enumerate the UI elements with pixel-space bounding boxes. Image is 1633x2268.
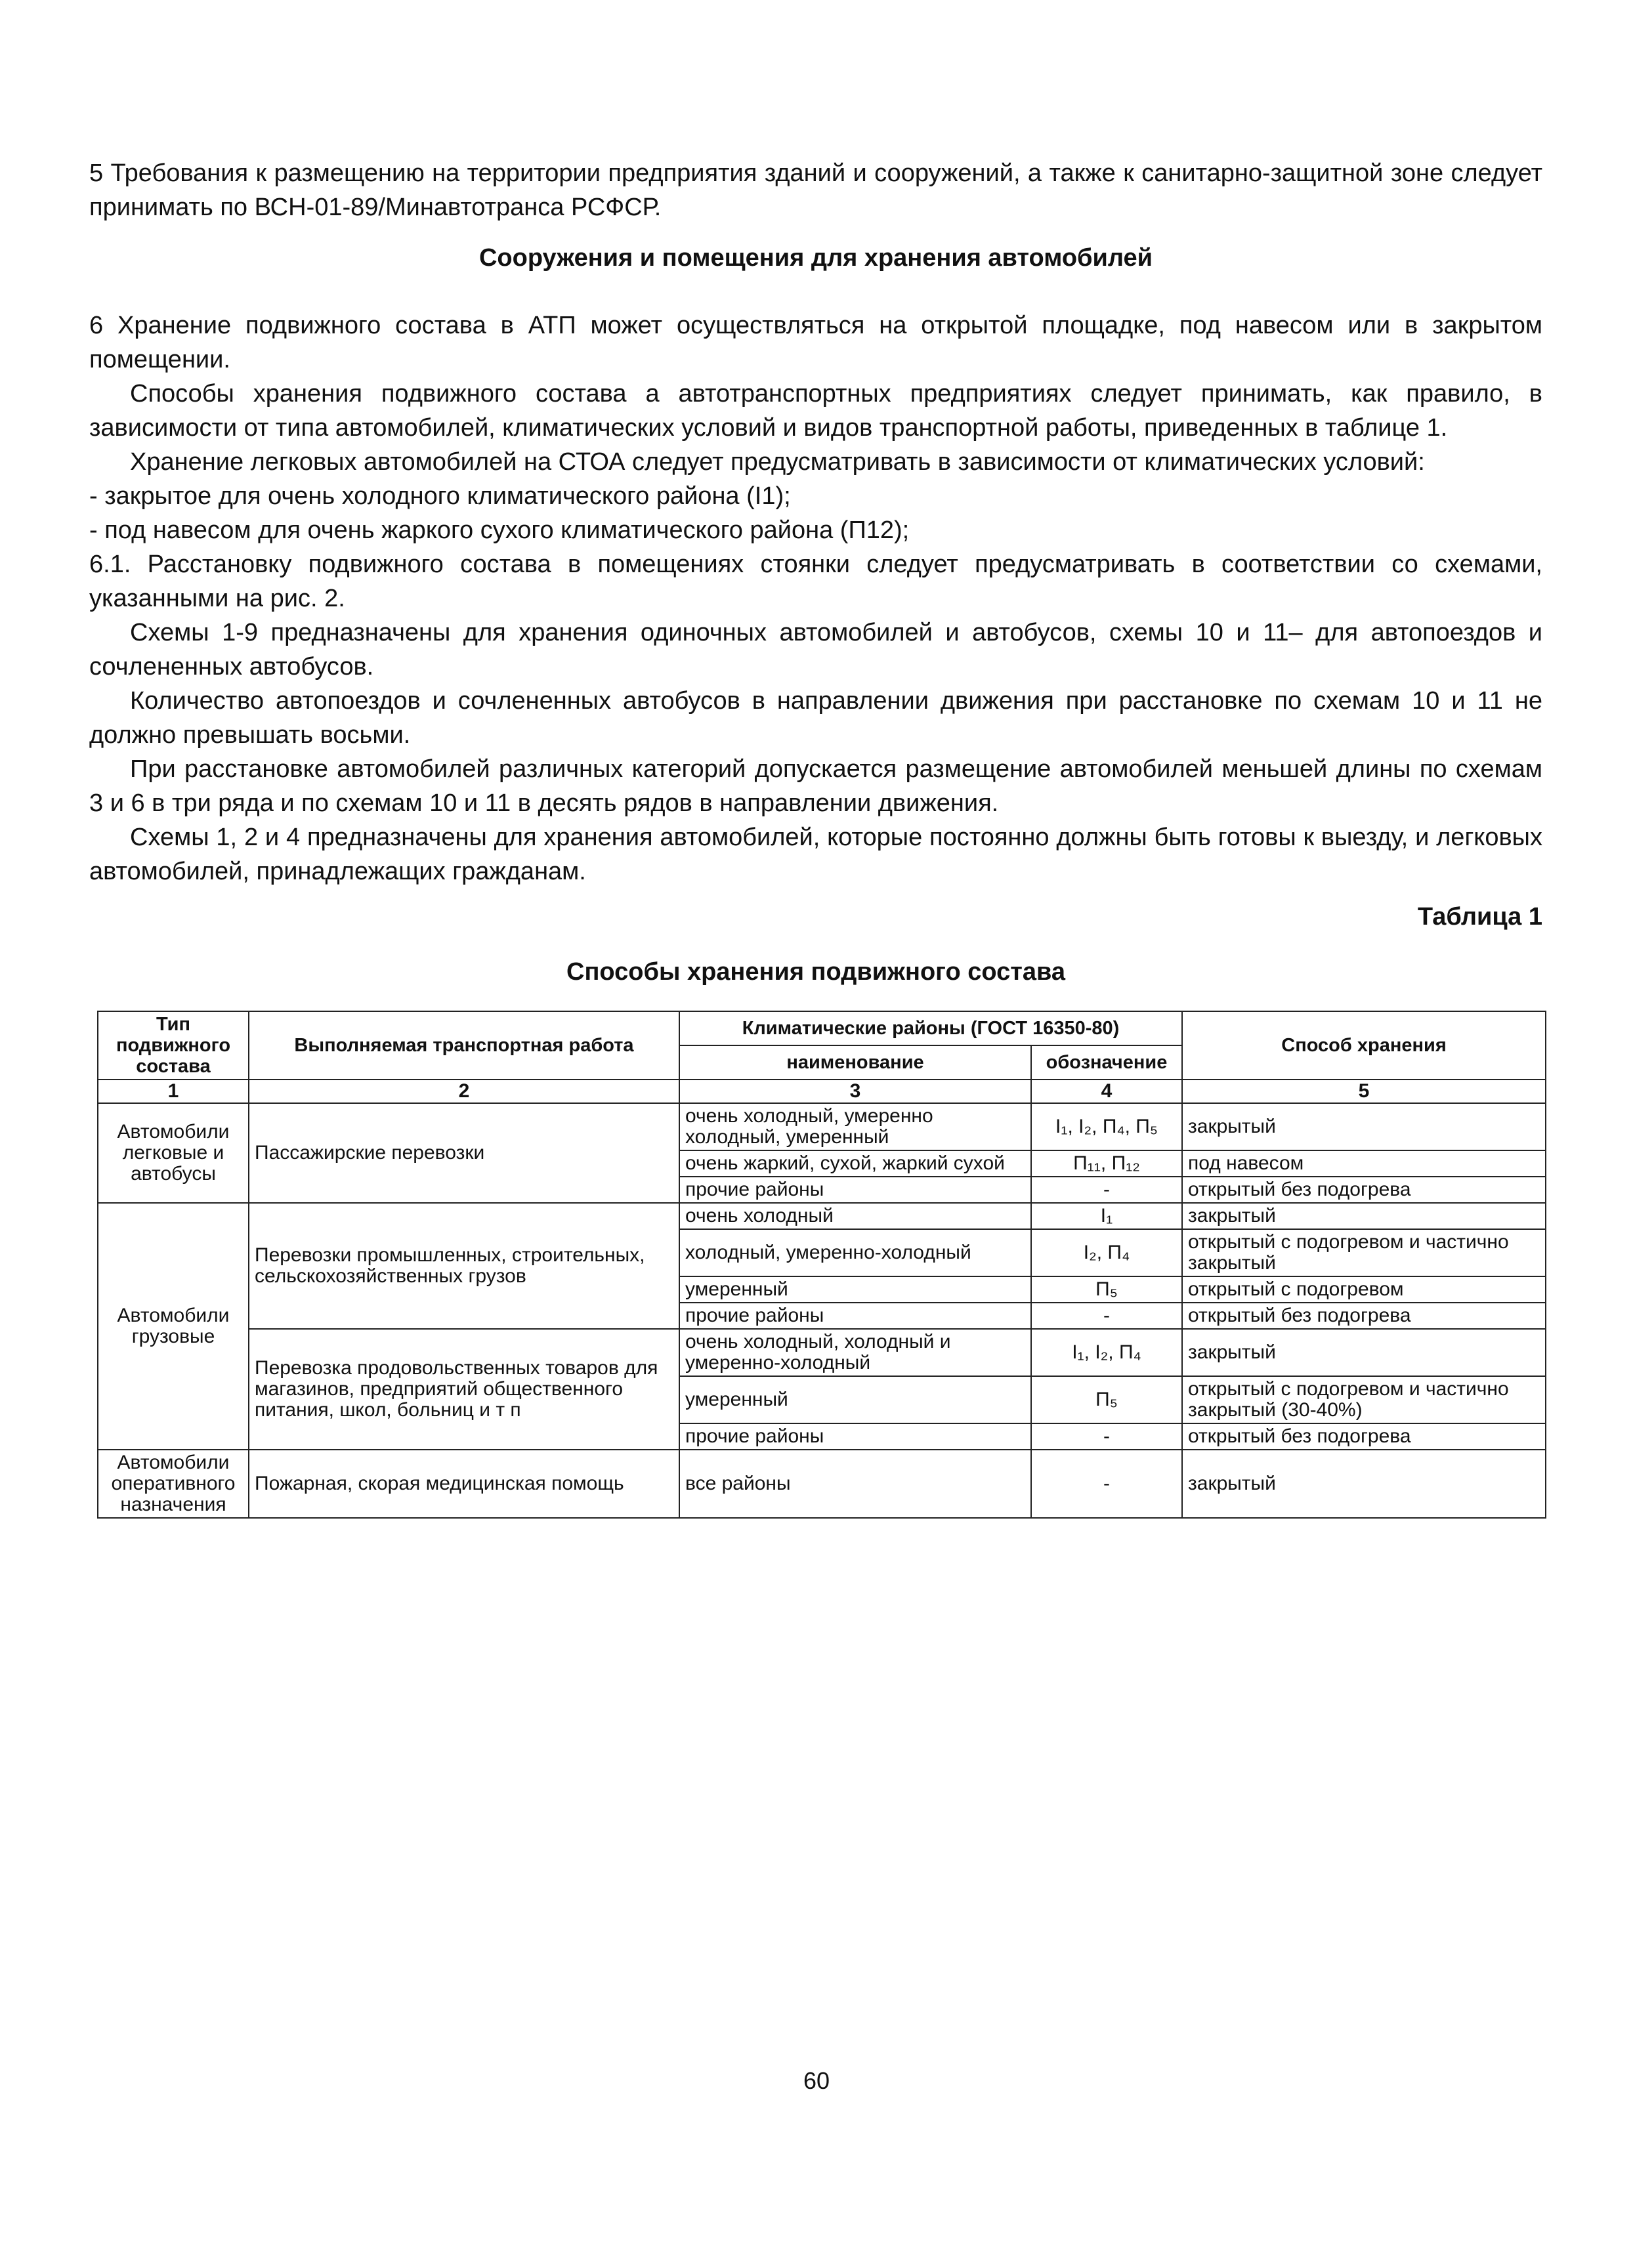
paragraph-6-1c: Количество автопоездов и сочлененных автобусов в направлении движения при расстановке по схемам 10 и 11 не должно превышать восьми.	[89, 687, 1542, 749]
method-cell: открытый без подогрева	[1182, 1423, 1546, 1450]
designation-cell: -	[1031, 1177, 1182, 1203]
designation-cell: П₁₁, П₁₂	[1031, 1150, 1182, 1177]
vehicle-type-cell: Автомобили легковые и автобусы	[98, 1103, 249, 1203]
table-row	[98, 1329, 1546, 1376]
column-number: 3	[679, 1080, 1031, 1103]
designation-cell: -	[1031, 1423, 1182, 1450]
method-cell: закрытый	[1182, 1203, 1546, 1229]
designation-cell: П₅	[1031, 1276, 1182, 1303]
climate-name-cell: прочие районы	[679, 1303, 1031, 1329]
column-number: 2	[249, 1080, 679, 1103]
climate-name-cell: умеренный	[679, 1376, 1031, 1423]
section-body	[89, 308, 1542, 889]
method-cell: открытый с подогревом	[1182, 1276, 1546, 1303]
column-numbers-row	[98, 1080, 1546, 1103]
method-cell: открытый без подогрева	[1182, 1177, 1546, 1203]
table-header-row	[98, 1011, 1546, 1045]
climate-name-cell: холодный, умеренно-холодный	[679, 1229, 1031, 1276]
method-cell: закрытый	[1182, 1103, 1546, 1150]
storage-methods-table	[97, 1011, 1546, 1519]
work-cell: Перевозки промышленных, строительных, сельскохозяйственных грузов	[249, 1203, 679, 1329]
designation-cell: -	[1031, 1450, 1182, 1518]
table-row	[98, 1103, 1546, 1150]
method-cell: открытый без подогрева	[1182, 1303, 1546, 1329]
paragraph-5	[89, 156, 1542, 224]
paragraph-6-1: 6.1. Расстановку подвижного состава в помещениях стоянки следует предусматривать в соответствии со схемами, указанными на рис. 2.	[89, 551, 1542, 612]
climate-name-cell: очень холодный	[679, 1203, 1031, 1229]
method-cell: открытый с подогревом и частично закрытый (30-40%)	[1182, 1376, 1546, 1423]
header-type: Тип подвижного состава	[98, 1011, 249, 1080]
list-item: - под навесом для очень жаркого сухого климатического района (П12);	[89, 516, 910, 544]
work-cell: Перевозка продовольственных товаров для магазинов, предприятий общественного питания, школ, больниц и т п	[249, 1329, 679, 1450]
paragraph-6: 6 Хранение подвижного состава в АТП может осуществляться на открытой площадке, под навесом или в закрытом помещении.	[89, 312, 1542, 373]
table-row	[98, 1450, 1546, 1518]
method-cell: открытый с подогревом и частично закрытый	[1182, 1229, 1546, 1276]
vehicle-type-cell: Автомобили оперативного назначения	[98, 1450, 249, 1518]
method-cell: под навесом	[1182, 1150, 1546, 1177]
paragraph-6-1d: При расстановке автомобилей различных категорий допускается размещение автомобилей меньшей длины по схемам 3 и 6 в три ряда и по схемам 10 и 11 в десять рядов в направлении движения.	[89, 755, 1542, 817]
paragraph-6b: Способы хранения подвижного состава а автотранспортных предприятиях следует принимать, как правило, в зависимости от типа автомобилей, климатических условий и видов транспортной работы, приведенных в таблице 1.	[89, 380, 1542, 442]
header-work: Выполняемая транспортная работа	[249, 1011, 679, 1080]
climate-name-cell: очень холодный, холодный и умеренно-холодный	[679, 1329, 1031, 1376]
paragraph-6c: Хранение легковых автомобилей на СТОА следует предусматривать в зависимости от климатических условий:	[130, 448, 1425, 476]
designation-cell: П₅	[1031, 1376, 1182, 1423]
column-number: 1	[98, 1080, 249, 1103]
climate-name-cell: очень холодный, умеренно холодный, умеренный	[679, 1103, 1031, 1150]
header-name: наименование	[679, 1045, 1031, 1080]
method-cell: закрытый	[1182, 1329, 1546, 1376]
section-heading: Сооружения и помещения для хранения автомобилей	[478, 244, 1153, 272]
header-method: Способ хранения	[1182, 1011, 1546, 1080]
header-designation: обозначение	[1031, 1045, 1182, 1080]
designation-cell: -	[1031, 1303, 1182, 1329]
list-item: - закрытое для очень холодного климатического района (I1);	[89, 482, 791, 510]
table-title: Способы хранения подвижного состава	[566, 958, 1065, 986]
work-cell: Пассажирские перевозки	[249, 1103, 679, 1203]
paragraph-text: 5 Требования к размещению на территории предприятия зданий и сооружений, а также к санитарно-защитной зоне следует принимать по ВСН-01-89/Минавтотранса РСФСР.	[89, 159, 1542, 221]
table-row	[98, 1203, 1546, 1229]
work-cell: Пожарная, скорая медицинская помощь	[249, 1450, 679, 1518]
climate-name-cell: все районы	[679, 1450, 1031, 1518]
designation-cell: I₁	[1031, 1203, 1182, 1229]
paragraph-6-1e: Схемы 1, 2 и 4 предназначены для хранения автомобилей, которые постоянно должны быть готовы к выезду, и легковых автомобилей, принадлежащих гражданам.	[89, 824, 1542, 885]
designation-cell: I₁, I₂, П₄	[1031, 1329, 1182, 1376]
designation-cell: I₂, П₄	[1031, 1229, 1182, 1276]
page-number: 60	[803, 2067, 830, 2094]
vehicle-type-cell: Автомобили грузовые	[98, 1203, 249, 1450]
column-number: 5	[1182, 1080, 1546, 1103]
designation-cell: I₁, I₂, П₄, П₅	[1031, 1103, 1182, 1150]
climate-name-cell: прочие районы	[679, 1423, 1031, 1450]
climate-name-cell: очень жаркий, сухой, жаркий сухой	[679, 1150, 1031, 1177]
header-climate: Климатические районы (ГОСТ 16350-80)	[679, 1011, 1182, 1045]
climate-name-cell: прочие районы	[679, 1177, 1031, 1203]
method-cell: закрытый	[1182, 1450, 1546, 1518]
climate-name-cell: умеренный	[679, 1276, 1031, 1303]
column-number: 4	[1031, 1080, 1182, 1103]
table-label: Таблица 1	[1417, 903, 1542, 931]
paragraph-6-1b: Схемы 1-9 предназначены для хранения одиночных автомобилей и автобусов, схемы 10 и 11– для автопоездов и сочлененных автобусов.	[89, 619, 1542, 681]
